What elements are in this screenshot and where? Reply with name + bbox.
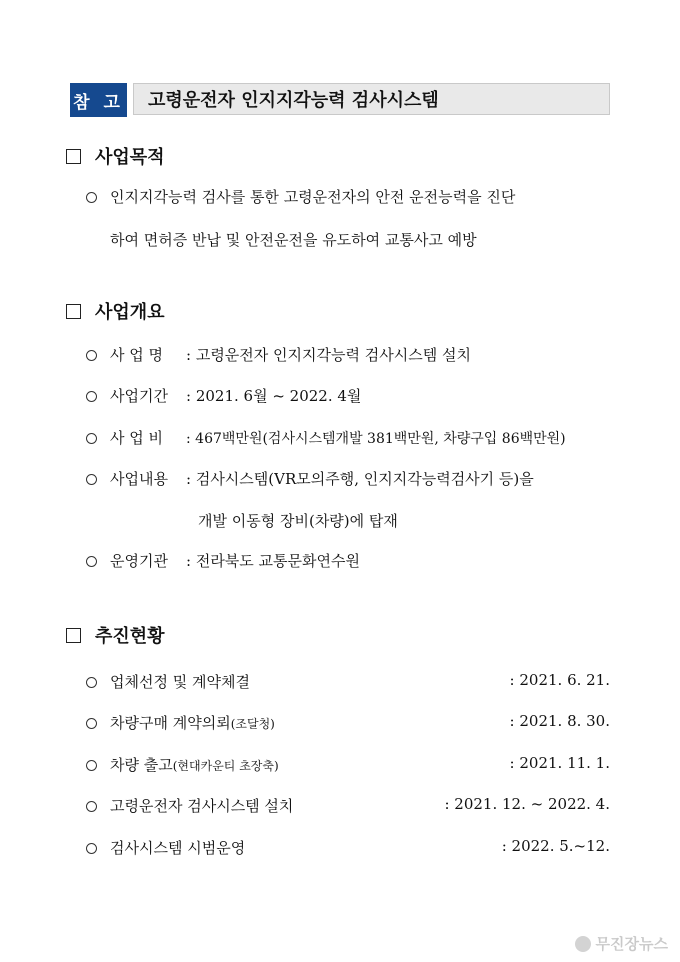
circle-bullet-icon bbox=[86, 801, 97, 812]
progress-date: : 2022. 5.~12. bbox=[501, 837, 610, 855]
circle-bullet-icon bbox=[86, 391, 97, 402]
progress-item: 차량구매 계약의뢰(조달청) bbox=[110, 714, 275, 732]
progress-date: : 2021. 8. 30. bbox=[509, 712, 610, 730]
circle-bullet-icon bbox=[86, 192, 97, 203]
document-title: 고령운전자 인지지각능력 검사시스템 bbox=[133, 83, 610, 115]
purpose-text-line1: 인지지각능력 검사를 통한 고령운전자의 안전 운전능력을 진단 bbox=[110, 188, 516, 206]
circle-bullet-icon bbox=[86, 433, 97, 444]
overview-item: 사업내용 : 검사시스템(VR모의주행, 인지지각능력검사기 등)을 bbox=[110, 470, 534, 488]
progress-item: 고령운전자 검사시스템 설치 bbox=[110, 797, 294, 815]
checkbox-square-icon bbox=[66, 628, 81, 643]
overview-item: 사업기간 : 2021. 6월 ~ 2022. 4월 bbox=[110, 387, 362, 405]
circle-bullet-icon bbox=[86, 556, 97, 567]
section-heading-overview: 사업개요 bbox=[66, 298, 165, 324]
circle-bullet-icon bbox=[86, 760, 97, 771]
reference-tag: 참 고 bbox=[70, 83, 127, 117]
progress-item: 차량 출고(현대카운티 초장축) bbox=[110, 756, 279, 774]
overview-item: 운영기관 : 전라북도 교통문화연수원 bbox=[110, 552, 360, 570]
section-heading-progress: 추진현황 bbox=[66, 622, 165, 648]
overview-item: 사 업 명 : 고령운전자 인지지각능력 검사시스템 설치 bbox=[110, 346, 471, 364]
overview-item: 사 업 비 : 467백만원(검사시스템개발 381백만원, 차량구입 86백만원) bbox=[110, 429, 566, 447]
progress-date: : 2021. 11. 1. bbox=[509, 754, 610, 772]
circle-bullet-icon bbox=[86, 677, 97, 688]
checkbox-square-icon bbox=[66, 149, 81, 164]
circle-bullet-icon bbox=[86, 843, 97, 854]
circle-bullet-icon bbox=[86, 474, 97, 485]
overview-item-continuation: 개발 이동형 장비(차량)에 탑재 bbox=[198, 512, 398, 530]
progress-item: 검사시스템 시범운영 bbox=[110, 839, 246, 857]
watermark-icon bbox=[575, 936, 591, 952]
checkbox-square-icon bbox=[66, 304, 81, 319]
progress-item: 업체선정 및 계약체결 bbox=[110, 673, 250, 691]
progress-date: : 2021. 12. ~ 2022. 4. bbox=[444, 795, 610, 813]
circle-bullet-icon bbox=[86, 350, 97, 361]
circle-bullet-icon bbox=[86, 718, 97, 729]
section-heading-purpose: 사업목적 bbox=[66, 143, 165, 169]
title-bar bbox=[70, 83, 612, 117]
purpose-text-line2: 하여 면허증 반납 및 안전운전을 유도하여 교통사고 예방 bbox=[110, 231, 477, 249]
watermark-logo: 무진장뉴스 bbox=[575, 933, 668, 954]
progress-date: : 2021. 6. 21. bbox=[509, 671, 610, 689]
